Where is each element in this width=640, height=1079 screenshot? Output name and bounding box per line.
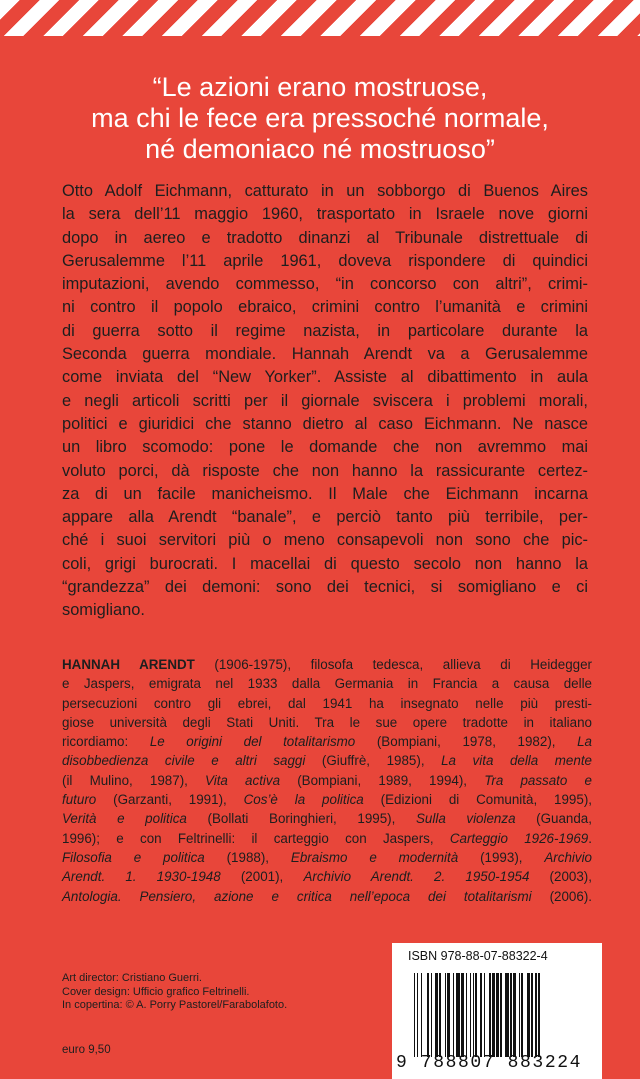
bio-line: disobbedienza civile e altri saggi (Giuffrè, 1985), La vita della mente bbox=[62, 753, 592, 769]
blurb-line: di guerra sotto il regime nazista, in particolare durante la bbox=[62, 321, 588, 340]
blurb-line: ni contro il popolo ebraico, crimini contro l’umanità e crimini bbox=[62, 298, 588, 317]
book-title: Filosofia e politica bbox=[62, 849, 205, 865]
author-name: HANNAH ARENDT bbox=[62, 657, 195, 672]
book-title: Archivio Arendt. 2. 1950-1954 bbox=[303, 869, 530, 885]
book-title: Carteggio 1926-1969 bbox=[449, 830, 589, 846]
book-title: futuro bbox=[62, 792, 97, 808]
blurb-line: ché i suoi servitori più o meno consapevoli non sono che pic- bbox=[62, 531, 588, 550]
bio-line: HANNAH ARENDT (1906-1975), filosofa tedesca, allieva di Heidegger bbox=[62, 657, 592, 672]
blurb-line: Seconda guerra mondiale. Hannah Arendt va a Gerusalemme bbox=[62, 345, 588, 364]
book-title: La bbox=[577, 734, 592, 750]
book-title: La vita della mente bbox=[441, 753, 592, 769]
blurb-line: imputazioni, avendo commesso, “in concorso con altri”, crimi- bbox=[62, 275, 588, 294]
blurb-line: politici e giuridici che stanno dietro al caso Eichmann. Ne nasce bbox=[62, 414, 588, 433]
isbn-label: ISBN 978-88-07-88322-4 bbox=[408, 949, 548, 963]
blurb-line: come inviata del “New Yorker”. Assiste al dibattimento in aula bbox=[62, 368, 588, 387]
blurb-line: Otto Adolf Eichmann, catturato in un sobborgo di Buenos Aires bbox=[62, 182, 588, 200]
blurb-line: e negli articoli scritti per il giornale sviscera i problemi morali, bbox=[62, 391, 588, 410]
blurb-line: somigliano. bbox=[62, 601, 145, 620]
barcode-bars bbox=[414, 973, 590, 1057]
book-title: Vita activa bbox=[205, 772, 281, 788]
blurb-line: la sera dell’11 maggio 1960, trasportato in Israele nove giorni bbox=[62, 205, 588, 224]
quote-line: né demoniaco né mostruoso” bbox=[145, 134, 495, 164]
ean-number: 9 788807 883224 bbox=[396, 1053, 583, 1073]
bio-line: giose università degli Stati Uniti. Tra le sue opere tradotte in italiano bbox=[62, 714, 592, 730]
book-blurb bbox=[62, 180, 588, 623]
blurb-line: za di un facile manicheismo. Il Male che Eichmann incarna bbox=[62, 484, 588, 503]
blurb-line: appare alla Arendt “banale”, e perciò tanto più terribile, per- bbox=[62, 508, 588, 527]
bio-line: Verità e politica (Bollati Boringhieri, 1995), Sulla violenza (Guanda, bbox=[62, 811, 592, 827]
blurb-line: dopo in aereo e tradotto dinanzi al Tribunale distrettuale di bbox=[62, 228, 588, 247]
top-stripe-border bbox=[0, 0, 640, 36]
blurb-line: voluto porci, dà risposte che non hanno la rassicurante certez- bbox=[62, 461, 588, 480]
bio-line: Antologia. Pensiero, azione e critica nell’epoca dei totalitarismi (2006). bbox=[62, 888, 592, 904]
book-title: Arendt. 1. 1930-1948 bbox=[62, 869, 221, 885]
author-bio bbox=[62, 655, 592, 906]
book-title: Tra passato e bbox=[484, 772, 592, 788]
art-director-credit: Art director: Cristiano Guerri. bbox=[62, 972, 202, 984]
barcode-bar bbox=[538, 973, 539, 1057]
blurb-line: “grandezza” dei demoni: sono dei tecnici, si somigliano e ci bbox=[62, 578, 588, 597]
book-title: Ebraismo e modernità bbox=[290, 849, 459, 865]
pull-quote bbox=[60, 72, 580, 165]
bio-line: e Jaspers, emigrata nel 1933 dalla Germania in Francia a causa delle bbox=[62, 676, 592, 692]
bio-line: persecuzioni contro gli ebrei, dal 1941 ha insegnato nelle più presti- bbox=[62, 695, 592, 711]
book-title: Antologia. Pensiero, azione e critica nell’epoca dei totalitarismi bbox=[62, 888, 532, 904]
bio-line: 1996); e con Feltrinelli: il carteggio con Jaspers, Carteggio 1926-1969. bbox=[62, 830, 592, 846]
book-title: Le origini del totalitarismo bbox=[149, 734, 356, 750]
blurb-line: Gerusalemme l’11 aprile 1961, doveva rispondere di quindici bbox=[62, 251, 588, 270]
cover-design-credit: Cover design: Ufficio grafico Feltrinelli. bbox=[62, 985, 250, 998]
blurb-line: coli, grigi burocrati. I macellai di questo secolo non hanno la bbox=[62, 554, 588, 573]
bio-line: Arendt. 1. 1930-1948 (2001), Archivio Arendt. 2. 1950-1954 (2003), bbox=[62, 869, 592, 885]
bio-line: futuro (Garzanti, 1991), Cos’è la politica (Edizioni di Comunità, 1995), bbox=[62, 792, 593, 808]
barcode-panel bbox=[392, 943, 602, 1079]
cover-photo-credit: In copertina: © A. Porry Pastorel/Farabolafoto. bbox=[62, 999, 288, 1011]
book-title: Verità e politica bbox=[62, 811, 187, 827]
bio-line: ricordiamo: Le origini del totalitarismo (Bompiani, 1978, 1982), La bbox=[62, 734, 592, 750]
bio-line: (il Mulino, 1987), Vita activa (Bompiani, 1989, 1994), Tra passato e bbox=[62, 772, 592, 788]
quote-line: ma chi le fece era pressoché normale, bbox=[91, 103, 549, 133]
book-title: disobbedienza civile e altri saggi bbox=[62, 753, 306, 769]
quote-line: “Le azioni erano mostruose, bbox=[152, 72, 488, 102]
book-title: Cos’è la politica bbox=[243, 792, 364, 808]
credits bbox=[62, 972, 287, 1013]
price: euro 9,50 bbox=[62, 1044, 111, 1056]
book-title: Sulla violenza bbox=[415, 811, 516, 827]
blurb-line: un libro scomodo: pone le domande che non avremmo mai bbox=[62, 438, 588, 457]
bio-line: Filosofia e politica (1988), Ebraismo e modernità (1993), Archivio bbox=[62, 849, 593, 865]
book-title: Archivio bbox=[544, 849, 593, 865]
